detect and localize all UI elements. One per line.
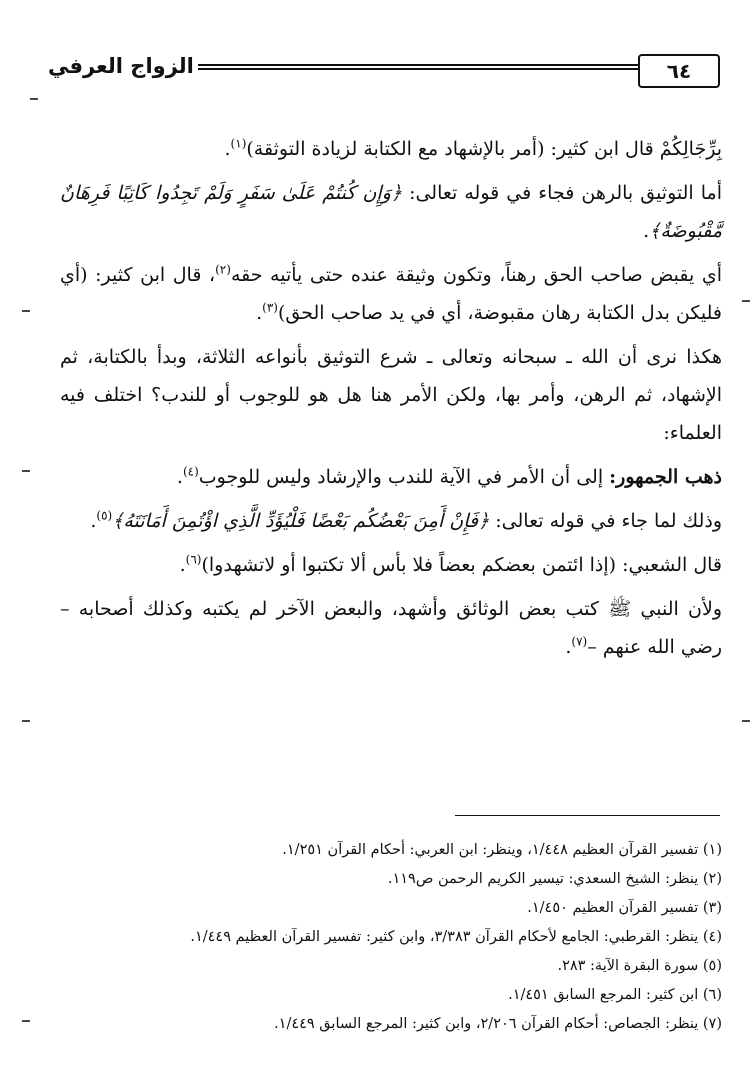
p3-text: أي يقبض صاحب الحق رهناً، وتكون وثيقة عنده حتى يأتيه حقه (230, 264, 722, 286)
p5-text: إلى أن الأمر في الآية للندب والإرشاد وليس للوجوب (198, 466, 604, 488)
p6-text: وذلك لما جاء في قوله تعالى: (495, 510, 722, 532)
footnote-ref: (٥) (96, 508, 113, 523)
footnote-ref: (٦) (185, 552, 202, 567)
paragraph-7: قال الشعبي: (إذا ائتمن بعضكم بعضاً فلا بأس ألا تكتبوا أو لاتشهدوا)$^{(٦)}$. (179, 552, 722, 576)
footnote-5: (٥) سورة البقرة الآية: ٢٨٣. (557, 958, 722, 974)
footnote-1: (١) تفسير القرآن العظيم ١/٤٤٨، وينظر: ابن العربي: أحكام القرآن ١/٢٥١. (282, 842, 722, 858)
p4-text: هكذا نرى أن الله ـ سبحانه وتعالى ـ شرع التوثيق بأنواعه الثلاثة، وبدأ بالكتابة، ثم الإشهاد، ثم الرهن، وأمر بها، ولكن الأمر هنا هل هو للوجوب أو للندب؟ اختلف فيه العلماء: (60, 346, 722, 444)
header-rule (198, 64, 658, 76)
p8-text: ولأن النبي ﷺ كتب بعض الوثائق وأشهد، والبعض الآخر لم يكتبه وكذلك أصحابه – رضي الله عنهم – (60, 598, 722, 658)
p3b-text: ، قال ابن كثير: (أي فليكن بدل الكتابة رهان مقبوضة، أي في يد صاحب الحق) (60, 264, 722, 324)
margin-mark (22, 310, 30, 312)
footnote-4: (٤) ينظر: القرطبي: الجامع لأحكام القرآن ٣/٣٨٣، وابن كثير: تفسير القرآن العظيم ١/٤٤٩. (190, 929, 722, 945)
main-text (60, 130, 722, 672)
footnote-ref: (١) (230, 136, 247, 151)
footnotes (60, 836, 722, 1039)
paragraph-6: وذلك لما جاء في قوله تعالى: ﴿فَإِنْ أَمِنَ بَعْضُكُم بَعْضًا فَلْيُؤَدِّ الَّذِي اؤْتُمِنَ أَمَانَتَهُ﴾$^{(٥)}$. (90, 508, 722, 532)
margin-mark (742, 720, 750, 722)
page-number: ٦٤ (638, 54, 720, 88)
margin-mark (30, 98, 38, 100)
footnote-ref: (٣) (262, 300, 278, 315)
jumhur-label: ذهب الجمهور: (609, 466, 722, 488)
footnote-3: (٣) تفسير القرآن العظيم ١/٤٥٠. (527, 900, 722, 916)
p7-text: قال الشعبي: (إذا ائتمن بعضكم بعضاً فلا بأس ألا تكتبوا أو لاتشهدوا) (201, 554, 722, 576)
page-header (40, 52, 720, 92)
paragraph-4 (60, 338, 722, 452)
paragraph-8: ولأن النبي ﷺ كتب بعض الوثائق وأشهد، والبعض الآخر لم يكتبه وكذلك أصحابه – رضي الله عنهم –$^{(٧)}$. (60, 598, 722, 658)
footnote-7: (٧) ينظر: الجصاص: أحكام القرآن ٢/٢٠٦، وابن كثير: المرجع السابق ١/٤٤٩. (274, 1016, 722, 1032)
footnote-ref: (٧) (571, 634, 588, 649)
footnote-divider (455, 815, 720, 816)
paragraph-3: أي يقبض صاحب الحق رهناً، وتكون وثيقة عنده حتى يأتيه حقه$^{(٢)}$، قال ابن كثير: (أي فليكن بدل الكتابة رهان مقبوضة، أي في يد صاحب الحق)$^{(٣)}$. (60, 262, 722, 324)
paragraph-2: أما التوثيق بالرهن فجاء في قوله تعالى: ﴿وَإِن كُنتُمْ عَلَىٰ سَفَرٍ وَلَمْ تَجِدُوا كَاتِبًا فَرِهَانٌ مَّقْبُوضَةٌ﴾. (60, 182, 722, 242)
quran-verse: ﴿فَإِنْ أَمِنَ بَعْضُكُم بَعْضًا فَلْيُؤَدِّ الَّذِي اؤْتُمِنَ أَمَانَتَهُ﴾ (112, 510, 490, 532)
paragraph-5: ذهب الجمهور: إلى أن الأمر في الآية للندب والإرشاد وليس للوجوب$^{(٤)}$. (176, 464, 722, 488)
footnote-6: (٦) ابن كثير: المرجع السابق ١/٤٥١. (508, 987, 722, 1003)
margin-mark (22, 1020, 30, 1022)
quran-verse: ﴿وَإِن كُنتُمْ عَلَىٰ سَفَرٍ وَلَمْ تَجِدُوا كَاتِبًا فَرِهَانٌ مَّقْبُوضَةٌ﴾ (60, 182, 722, 242)
footnote-ref: (٤) (182, 464, 199, 479)
footnote-2: (٢) ينظر: الشيخ السعدي: تيسير الكريم الرحمن ص١١٩. (387, 871, 722, 887)
margin-mark (22, 470, 30, 472)
margin-mark (22, 720, 30, 722)
margin-mark (742, 300, 750, 302)
footnote-ref: (٢) (215, 262, 231, 277)
p1-text: بِرِّجَالِكُمْ قال ابن كثير: (أمر بالإشهاد مع الكتابة لزيادة التوثقة) (246, 138, 722, 160)
running-title: الزواج العرفي (48, 54, 194, 78)
p2-text: أما التوثيق بالرهن فجاء في قوله تعالى: (409, 182, 722, 204)
paragraph-1: بِرِّجَالِكُمْ قال ابن كثير: (أمر بالإشهاد مع الكتابة لزيادة التوثقة)$^{(١)}$. (224, 136, 722, 160)
